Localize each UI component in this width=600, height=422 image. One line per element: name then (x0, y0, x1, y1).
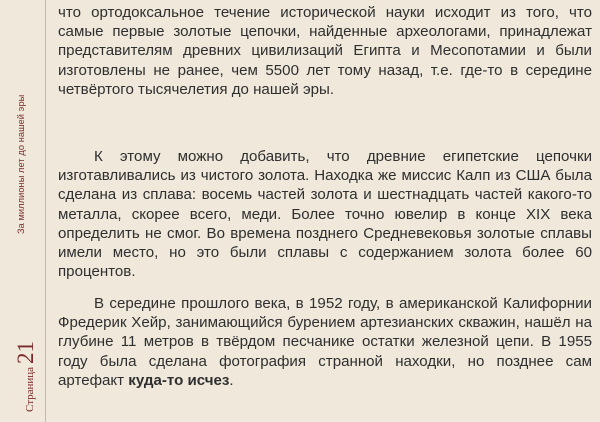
page-number-label (13, 341, 39, 412)
running-header-title: За миллионы лет до нашей эры (16, 94, 26, 234)
page-word: Страница (24, 366, 36, 412)
paragraph-3-end: . (229, 371, 234, 389)
margin-divider (45, 0, 46, 422)
paragraph-2: К этому можно добавить, что древние египетские цепочки изготавливались из чистого золота. Находка же миссис Калп из США была сделана из сплава: восемь частей золота и шестнадцать частей какого-то металла, скорее всего, меди. Более точно ювелир в конце XIX века определить не смог. Во времена позднего Средневековья золотые сплавы имели место, но это были сплавы с содержанием золота более 60 процентов. (58, 148, 592, 281)
page-number: 21 (13, 340, 38, 364)
paragraph-3 (58, 294, 592, 390)
paragraph-3-emphasis: куда-то исчез (128, 371, 230, 389)
paragraph-3-main: В середине прошлого века, в 1952 году, в американской Калифорнии Фредерик Хейр, занимающийся бурением артезианских скважин, нашёл на глубине 11 метров в твёрдом песчанике остатки железной цепи. В 1955 году была сделана фотография странной находки, но позднее сам артефакт (58, 295, 592, 389)
paragraph-1: что ортодоксальное течение исторической науки исходит из того, что самые первые золотые цепочки, найденные археологами, принадлежат представителям древних цивилизаций Египта и Месопотамии и были изготовлены не ранее, чем 5500 лет тому назад, т.е. где-то в середине четвёртого тысячелетия до нашей эры. (58, 4, 592, 98)
